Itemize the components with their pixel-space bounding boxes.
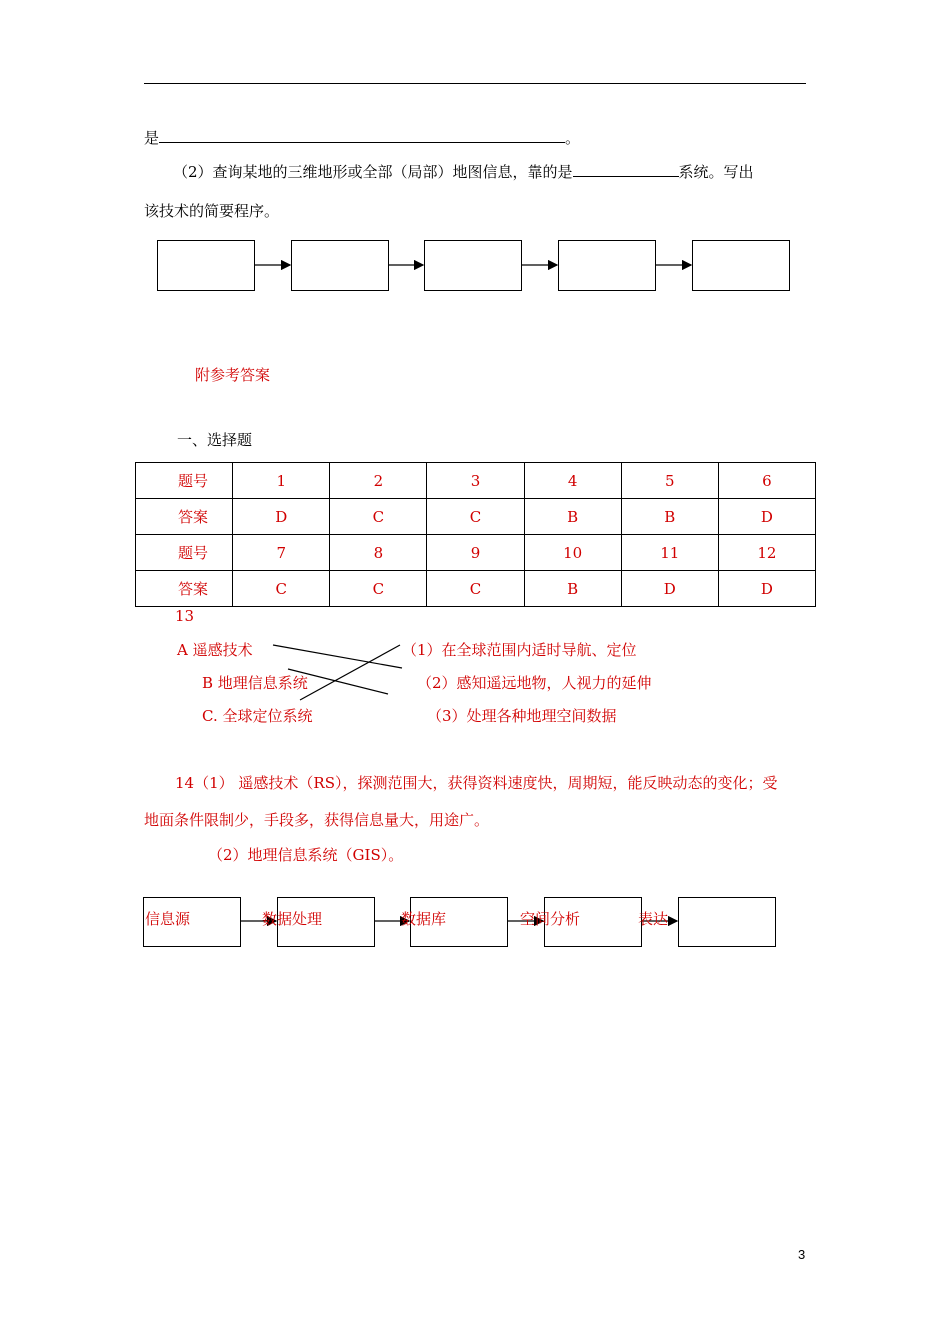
table-cell: C (330, 499, 427, 535)
table-row-header: 题号 (136, 463, 233, 499)
table-cell: 6 (718, 463, 815, 499)
table-cell: 7 (233, 535, 330, 571)
q13-number: 13 (175, 607, 195, 625)
table-cell: D (233, 499, 330, 535)
table-cell: 1 (233, 463, 330, 499)
flow-label-1: 信息源 (145, 910, 191, 928)
q13-left-c: C. 全球定位系统 (202, 707, 313, 725)
q13-right-3: （3）处理各种地理空间数据 (427, 707, 617, 725)
table-cell: C (427, 499, 524, 535)
flow-label-5: 表达 (638, 910, 669, 928)
table-cell: B (621, 499, 718, 535)
table-cell: B (524, 571, 621, 607)
table-cell: D (718, 499, 815, 535)
flow-label-2: 数据处理 (262, 910, 323, 928)
table-cell: D (718, 571, 815, 607)
table-cell: C (427, 571, 524, 607)
table-row-header: 答案 (136, 571, 233, 607)
q14-line1: 14（1） 遥感技术（RS），探测范围大，获得资料速度快，周期短，能反映动态的变化；受 (175, 774, 778, 792)
part2-text-start: （2）查询某地的三维地形或全部（局部）地图信息，靠的是 (173, 163, 573, 181)
table-cell: 8 (330, 535, 427, 571)
table-row-header: 答案 (136, 499, 233, 535)
answer-heading: 附参考答案 (195, 366, 271, 384)
flow-label-3: 数据库 (401, 910, 447, 928)
table-cell: C (233, 571, 330, 607)
table-cell: 11 (621, 535, 718, 571)
table-cell: 3 (427, 463, 524, 499)
table-cell: 12 (718, 535, 815, 571)
q13-left-b: B 地理信息系统 (202, 674, 308, 692)
part2-text-end: 系统。写出 (678, 163, 754, 181)
table-cell: 4 (524, 463, 621, 499)
table-cell: 10 (524, 535, 621, 571)
part1-prefix: 是 (144, 129, 160, 147)
flow-label-4: 空间分析 (520, 910, 581, 928)
part1-suffix: 。 (565, 129, 581, 147)
q14-line2: 地面条件限制少，手段多，获得信息量大，用途广。 (144, 811, 490, 829)
section-title: 一、选择题 (177, 431, 253, 449)
question-part2-line2: 该技术的简要程序。 (144, 202, 280, 220)
q14-line3: （2）地理信息系统（GIS）。 (208, 846, 404, 864)
q13-right-1: （1）在全球范围内适时导航、定位 (402, 641, 637, 659)
q13-left-a: A 遥感技术 (177, 641, 253, 659)
table-cell: 5 (621, 463, 718, 499)
table-cell: D (621, 571, 718, 607)
table-cell: 9 (427, 535, 524, 571)
table-cell: 2 (330, 463, 427, 499)
table-row-header: 题号 (136, 535, 233, 571)
page-number: 3 (798, 1247, 806, 1262)
q13-right-2: （2）感知遥远地物，人视力的延伸 (417, 674, 652, 692)
table-cell: C (330, 571, 427, 607)
table-cell: B (524, 499, 621, 535)
